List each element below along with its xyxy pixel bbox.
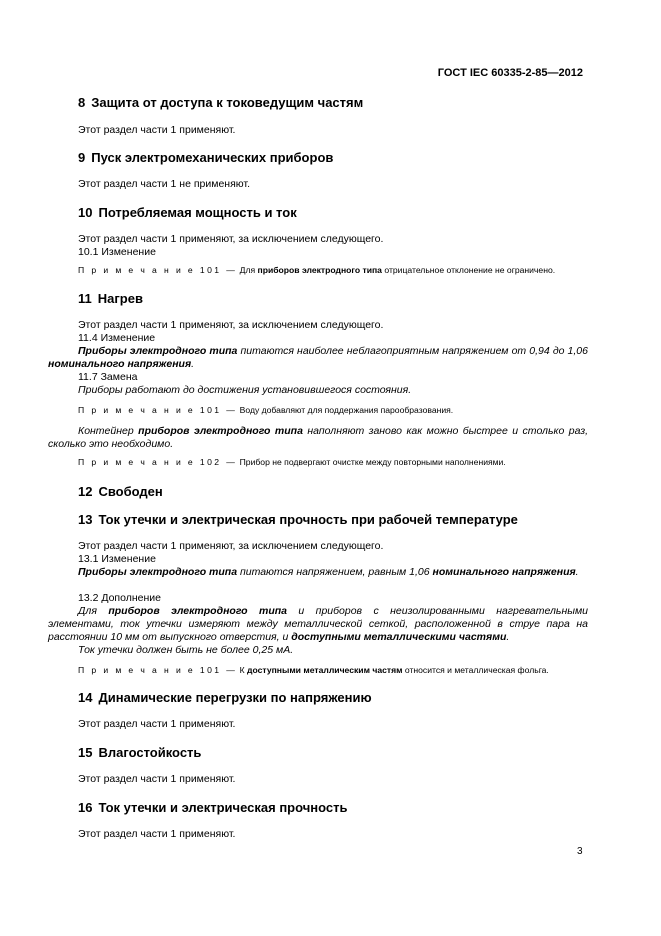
note-text: Прибор не подвергают очистке между повторными наполнениями. [237,457,506,467]
term: доступными металлическими частями [291,631,507,643]
note-label: П р и м е ч а н и е 102 — [78,457,238,467]
term: номинального напряжения [432,566,576,578]
note-label: П р и м е ч а н и е 101 — [78,665,238,675]
note-text: относится и металлическая фольга. [402,665,549,675]
note-13-101 [78,665,588,676]
term: Приборы электродного типа [78,566,238,578]
section-10-body: Этот раздел части 1 применяют, за исключением следующего. [78,233,384,245]
section-15-body: Этот раздел части 1 применяют. [78,773,236,785]
text: питаются напряжением, равным 1,06 [237,566,433,578]
term: приборов электродного типа [108,605,288,617]
note-text: Воду добавляют для поддержания парообразования. [237,405,454,415]
section-11-body: Этот раздел части 1 применяют, за исключением следующего. [78,319,384,331]
term: приборов электродного типа [138,425,303,437]
text: . [506,631,510,643]
section-number: 9 [78,150,86,165]
note-text: К [237,665,248,675]
section-9-body: Этот раздел части 1 не применяют. [78,178,250,190]
text: Для [78,605,109,617]
clause-10-1: 10.1 Изменение [78,246,156,258]
section-title: Динамические перегрузки по напряжению [98,690,372,705]
note-label: П р и м е ч а н и е 101 — [78,265,238,275]
clause-11-7: 11.7 Замена [78,371,138,383]
clause-13-2-text [48,605,588,644]
section-number: 15 [78,745,93,760]
section-8-body: Этот раздел части 1 применяют. [78,124,236,136]
section-number: 11 [78,291,92,306]
section-12-heading [78,484,163,499]
note-11-101 [78,405,588,416]
section-10-heading [78,205,297,220]
section-13-heading [78,512,518,527]
section-number: 13 [78,512,93,527]
clause-11-4: 11.4 Изменение [78,332,156,344]
clause-13-2: 13.2 Дополнение [78,592,161,604]
section-title: Защита от доступа к токоведущим частям [91,95,364,110]
text: . [191,358,195,370]
text: Контейнер [78,425,139,437]
section-11-heading [78,291,143,306]
section-title: Влагостойкость [98,745,202,760]
note-label: П р и м е ч а н и е 101 — [78,405,238,415]
section-14-heading [78,690,372,705]
section-14-body: Этот раздел части 1 применяют. [78,718,236,730]
section-title: Ток утечки и электрическая прочность [98,800,348,815]
page-number: 3 [577,846,583,857]
clause-13-1-text [48,566,588,579]
section-title: Пуск электромеханических приборов [91,150,334,165]
section-8-heading [78,95,363,110]
note-10-101 [78,265,588,276]
term: Приборы электродного типа [78,345,238,357]
section-16-heading [78,800,348,815]
note-term: доступными металлическим частям [247,665,403,675]
text: и приборов с неизолированными нагревательными элементами, ток утечки измеряют между металлической сеткой, расположенной в струе пара на расстоянии 10 мм от выпускного отверстия, и [48,605,588,643]
section-9-heading [78,150,333,165]
section-13-body: Этот раздел части 1 применяют, за исключением следующего. [78,540,384,552]
section-title: Ток утечки и электрическая прочность при рабочей температуре [98,512,518,527]
term: номинального напряжения [48,358,192,370]
note-text: отрицательное отклонение не ограничено. [381,265,556,275]
section-title: Потребляемая мощность и ток [98,205,297,220]
section-title: Свободен [98,484,163,499]
clause-13-1: 13.1 Изменение [78,553,156,565]
standard-header: ГОСТ IEC 60335-2-85—2012 [437,67,583,79]
section-number: 8 [78,95,86,110]
text: наполняют заново как можно быстрее и столько раз, сколько это необходимо. [48,425,588,450]
text: . [575,566,579,578]
container-refill-text [48,425,588,451]
section-title: Нагрев [97,291,143,306]
section-number: 10 [78,205,93,220]
section-16-body: Этот раздел части 1 применяют. [78,828,236,840]
clause-11-7-text: Приборы работают до достижения установившегося состояния. [78,384,412,396]
clause-11-4-text [48,345,588,371]
section-number: 14 [78,690,93,705]
note-text: Для [237,265,258,275]
section-15-heading [78,745,201,760]
text: питаются наиболее неблагоприятным напряжением от 0,94 до 1,06 [237,345,588,357]
note-term: приборов электродного типа [257,265,382,275]
leakage-limit-text: Ток утечки должен быть не более 0,25 мА. [78,644,294,656]
note-11-102 [78,457,588,468]
section-number: 12 [78,484,93,499]
section-number: 16 [78,800,93,815]
